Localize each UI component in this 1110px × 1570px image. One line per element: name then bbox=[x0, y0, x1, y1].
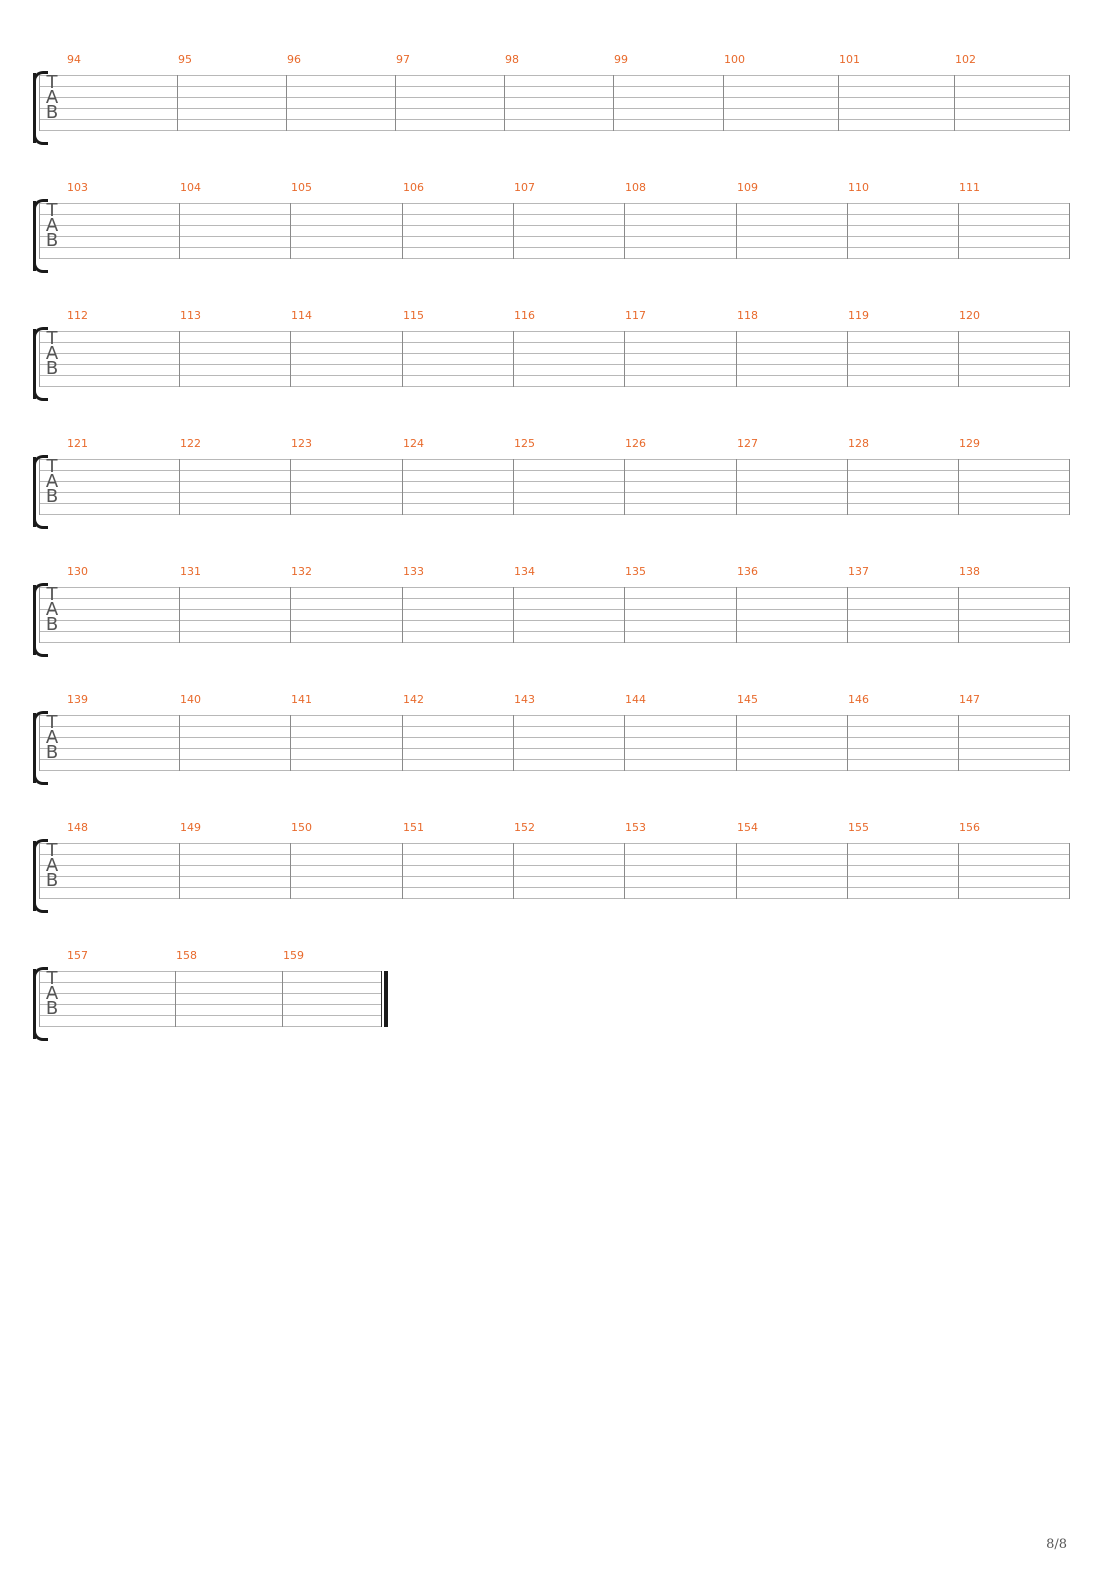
measure-number: 135 bbox=[625, 565, 646, 578]
string-line bbox=[39, 587, 1070, 588]
string-line bbox=[39, 97, 1070, 98]
barline bbox=[736, 459, 737, 515]
string-line bbox=[39, 631, 1070, 632]
string-line bbox=[39, 898, 1070, 899]
barline bbox=[847, 459, 848, 515]
tab-clef-letter: B bbox=[45, 486, 59, 507]
string-line bbox=[39, 715, 1070, 716]
measure-number: 152 bbox=[514, 821, 535, 834]
barline bbox=[958, 331, 959, 387]
string-line bbox=[39, 748, 1070, 749]
barline bbox=[402, 715, 403, 771]
string-line bbox=[39, 971, 382, 972]
closing-barline bbox=[1069, 75, 1070, 131]
string-line bbox=[39, 331, 1070, 332]
barline bbox=[624, 203, 625, 259]
opening-barline bbox=[39, 75, 40, 131]
tab-clef-letter: B bbox=[45, 230, 59, 251]
barline bbox=[179, 715, 180, 771]
measure-number: 142 bbox=[403, 693, 424, 706]
closing-barline bbox=[1069, 587, 1070, 643]
string-line bbox=[39, 130, 1070, 131]
opening-barline bbox=[39, 843, 40, 899]
string-line bbox=[39, 514, 1070, 515]
measure-number: 143 bbox=[514, 693, 535, 706]
string-line bbox=[39, 1026, 382, 1027]
string-line bbox=[39, 470, 1070, 471]
barline bbox=[179, 587, 180, 643]
barline bbox=[736, 715, 737, 771]
tab-clef-letter: B bbox=[45, 614, 59, 635]
opening-barline bbox=[39, 203, 40, 259]
barline bbox=[847, 587, 848, 643]
measure-number: 120 bbox=[959, 309, 980, 322]
measure-number: 104 bbox=[180, 181, 201, 194]
measure-number: 155 bbox=[848, 821, 869, 834]
tab-clef-letter: T bbox=[46, 72, 58, 93]
measure-number: 156 bbox=[959, 821, 980, 834]
tab-staff bbox=[39, 72, 1070, 130]
barline bbox=[402, 203, 403, 259]
measure-number: 136 bbox=[737, 565, 758, 578]
barline bbox=[179, 459, 180, 515]
string-line bbox=[39, 737, 1070, 738]
measure-number: 151 bbox=[403, 821, 424, 834]
opening-barline bbox=[39, 331, 40, 387]
measure-number: 115 bbox=[403, 309, 424, 322]
string-line bbox=[39, 214, 1070, 215]
tab-staff bbox=[39, 328, 1070, 386]
measure-number: 130 bbox=[67, 565, 88, 578]
string-line bbox=[39, 481, 1070, 482]
barline bbox=[613, 75, 614, 131]
string-line bbox=[39, 993, 382, 994]
final-barline-thick bbox=[384, 971, 388, 1027]
tab-clef-letter: B bbox=[45, 998, 59, 1019]
measure-number: 106 bbox=[403, 181, 424, 194]
barline bbox=[290, 715, 291, 771]
tab-clef bbox=[44, 712, 60, 771]
measure-number: 114 bbox=[291, 309, 312, 322]
barline bbox=[179, 331, 180, 387]
string-line bbox=[39, 982, 382, 983]
barline bbox=[513, 715, 514, 771]
opening-barline bbox=[39, 715, 40, 771]
measure-number: 123 bbox=[291, 437, 312, 450]
tab-clef bbox=[44, 72, 60, 131]
measure-number: 137 bbox=[848, 565, 869, 578]
string-line bbox=[39, 86, 1070, 87]
string-line bbox=[39, 876, 1070, 877]
tab-clef-letter: A bbox=[45, 471, 59, 492]
measure-number: 145 bbox=[737, 693, 758, 706]
tab-clef-letter: B bbox=[45, 870, 59, 891]
measure-number: 103 bbox=[67, 181, 88, 194]
string-line bbox=[39, 375, 1070, 376]
string-line bbox=[39, 598, 1070, 599]
barline bbox=[175, 971, 176, 1027]
tab-clef-letter: T bbox=[46, 712, 58, 733]
measure-number: 113 bbox=[180, 309, 201, 322]
measure-number: 154 bbox=[737, 821, 758, 834]
measure-number: 148 bbox=[67, 821, 88, 834]
tab-staff bbox=[39, 712, 1070, 770]
measure-number: 127 bbox=[737, 437, 758, 450]
measure-number: 153 bbox=[625, 821, 646, 834]
measure-number: 107 bbox=[514, 181, 535, 194]
measure-number: 125 bbox=[514, 437, 535, 450]
tab-clef-letter: B bbox=[45, 742, 59, 763]
measure-number: 157 bbox=[67, 949, 88, 962]
barline bbox=[847, 203, 848, 259]
barline bbox=[290, 331, 291, 387]
measure-number: 118 bbox=[737, 309, 758, 322]
measure-number: 129 bbox=[959, 437, 980, 450]
tab-clef-letter: A bbox=[45, 855, 59, 876]
barline bbox=[179, 203, 180, 259]
measure-number: 139 bbox=[67, 693, 88, 706]
barline bbox=[736, 843, 737, 899]
measure-number: 122 bbox=[180, 437, 201, 450]
barline bbox=[624, 459, 625, 515]
measure-number: 146 bbox=[848, 693, 869, 706]
tab-clef-letter: T bbox=[46, 840, 58, 861]
measure-number: 95 bbox=[178, 53, 192, 66]
closing-barline bbox=[1069, 715, 1070, 771]
tab-clef-letter: A bbox=[45, 87, 59, 108]
barline bbox=[624, 715, 625, 771]
measure-number: 138 bbox=[959, 565, 980, 578]
tab-clef-letter: B bbox=[45, 358, 59, 379]
tab-clef-letter: T bbox=[46, 456, 58, 477]
barline bbox=[177, 75, 178, 131]
barline bbox=[395, 75, 396, 131]
string-line bbox=[39, 492, 1070, 493]
string-line bbox=[39, 503, 1070, 504]
tab-clef-letter: T bbox=[46, 584, 58, 605]
tab-system bbox=[0, 565, 1110, 655]
measure-number: 131 bbox=[180, 565, 201, 578]
measure-number: 144 bbox=[625, 693, 646, 706]
opening-barline bbox=[39, 971, 40, 1027]
tab-clef-letter: B bbox=[45, 102, 59, 123]
measure-number: 99 bbox=[614, 53, 628, 66]
barline bbox=[958, 203, 959, 259]
tab-system bbox=[0, 437, 1110, 527]
string-line bbox=[39, 887, 1070, 888]
opening-barline bbox=[39, 587, 40, 643]
measure-number: 102 bbox=[955, 53, 976, 66]
measure-number: 94 bbox=[67, 53, 81, 66]
tab-system bbox=[0, 949, 1110, 1039]
final-barline-thin bbox=[381, 971, 382, 1027]
string-line bbox=[39, 865, 1070, 866]
tab-clef-letter: T bbox=[46, 328, 58, 349]
string-line bbox=[39, 75, 1070, 76]
barline bbox=[513, 843, 514, 899]
barline bbox=[290, 587, 291, 643]
string-line bbox=[39, 353, 1070, 354]
tab-staff bbox=[39, 456, 1070, 514]
closing-barline bbox=[1069, 331, 1070, 387]
measure-number: 126 bbox=[625, 437, 646, 450]
tab-staff bbox=[39, 840, 1070, 898]
tab-clef bbox=[44, 968, 60, 1027]
page-number: 8/8 bbox=[1046, 1537, 1067, 1552]
measure-number: 108 bbox=[625, 181, 646, 194]
barline bbox=[958, 843, 959, 899]
string-line bbox=[39, 247, 1070, 248]
barline bbox=[402, 587, 403, 643]
measure-number: 132 bbox=[291, 565, 312, 578]
string-line bbox=[39, 726, 1070, 727]
measure-number: 97 bbox=[396, 53, 410, 66]
string-line bbox=[39, 642, 1070, 643]
barline bbox=[290, 459, 291, 515]
string-line bbox=[39, 386, 1070, 387]
tab-staff bbox=[39, 968, 382, 1026]
measure-number: 141 bbox=[291, 693, 312, 706]
string-line bbox=[39, 1004, 382, 1005]
barline bbox=[290, 843, 291, 899]
tab-system bbox=[0, 181, 1110, 271]
opening-barline bbox=[39, 459, 40, 515]
barline bbox=[286, 75, 287, 131]
barline bbox=[179, 843, 180, 899]
measure-number: 159 bbox=[283, 949, 304, 962]
barline bbox=[624, 843, 625, 899]
tab-staff bbox=[39, 584, 1070, 642]
measure-number: 117 bbox=[625, 309, 646, 322]
barline bbox=[847, 843, 848, 899]
barline bbox=[838, 75, 839, 131]
barline bbox=[954, 75, 955, 131]
string-line bbox=[39, 770, 1070, 771]
barline bbox=[736, 587, 737, 643]
measure-number: 147 bbox=[959, 693, 980, 706]
tab-clef-letter: A bbox=[45, 599, 59, 620]
string-line bbox=[39, 854, 1070, 855]
string-line bbox=[39, 258, 1070, 259]
measure-number: 111 bbox=[959, 181, 980, 194]
string-line bbox=[39, 203, 1070, 204]
tab-clef bbox=[44, 200, 60, 259]
string-line bbox=[39, 609, 1070, 610]
string-line bbox=[39, 759, 1070, 760]
measure-number: 105 bbox=[291, 181, 312, 194]
string-line bbox=[39, 342, 1070, 343]
measure-number: 150 bbox=[291, 821, 312, 834]
measure-number: 119 bbox=[848, 309, 869, 322]
measure-number: 98 bbox=[505, 53, 519, 66]
measure-number: 101 bbox=[839, 53, 860, 66]
tab-clef bbox=[44, 456, 60, 515]
barline bbox=[847, 331, 848, 387]
measure-number: 96 bbox=[287, 53, 301, 66]
measure-number: 112 bbox=[67, 309, 88, 322]
barline bbox=[290, 203, 291, 259]
string-line bbox=[39, 108, 1070, 109]
barline bbox=[513, 203, 514, 259]
tab-clef-letter: A bbox=[45, 727, 59, 748]
measure-number: 124 bbox=[403, 437, 424, 450]
string-line bbox=[39, 459, 1070, 460]
barline bbox=[402, 459, 403, 515]
measure-number: 110 bbox=[848, 181, 869, 194]
closing-barline bbox=[1069, 459, 1070, 515]
measure-number: 133 bbox=[403, 565, 424, 578]
string-line bbox=[39, 843, 1070, 844]
tab-clef-letter: A bbox=[45, 343, 59, 364]
tab-clef-letter: T bbox=[46, 968, 58, 989]
closing-barline bbox=[1069, 203, 1070, 259]
tab-system bbox=[0, 693, 1110, 783]
barline bbox=[958, 587, 959, 643]
barline bbox=[736, 203, 737, 259]
string-line bbox=[39, 236, 1070, 237]
barline bbox=[282, 971, 283, 1027]
measure-number: 109 bbox=[737, 181, 758, 194]
measure-number: 100 bbox=[724, 53, 745, 66]
string-line bbox=[39, 119, 1070, 120]
string-line bbox=[39, 620, 1070, 621]
measure-number: 116 bbox=[514, 309, 535, 322]
measure-number: 149 bbox=[180, 821, 201, 834]
tab-clef-letter: T bbox=[46, 200, 58, 221]
barline bbox=[847, 715, 848, 771]
barline bbox=[723, 75, 724, 131]
barline bbox=[624, 587, 625, 643]
tab-clef bbox=[44, 840, 60, 899]
barline bbox=[513, 331, 514, 387]
tab-system bbox=[0, 821, 1110, 911]
closing-barline bbox=[1069, 843, 1070, 899]
string-line bbox=[39, 364, 1070, 365]
measure-number: 128 bbox=[848, 437, 869, 450]
string-line bbox=[39, 1015, 382, 1016]
measure-number: 121 bbox=[67, 437, 88, 450]
measure-number: 140 bbox=[180, 693, 201, 706]
tab-clef bbox=[44, 328, 60, 387]
tab-clef bbox=[44, 584, 60, 643]
measure-number: 134 bbox=[514, 565, 535, 578]
tab-system bbox=[0, 309, 1110, 399]
barline bbox=[504, 75, 505, 131]
barline bbox=[402, 331, 403, 387]
measure-number: 158 bbox=[176, 949, 197, 962]
barline bbox=[736, 331, 737, 387]
string-line bbox=[39, 225, 1070, 226]
barline bbox=[402, 843, 403, 899]
barline bbox=[958, 459, 959, 515]
barline bbox=[624, 331, 625, 387]
tab-clef-letter: A bbox=[45, 215, 59, 236]
barline bbox=[958, 715, 959, 771]
tab-system bbox=[0, 53, 1110, 143]
barline bbox=[513, 587, 514, 643]
tab-clef-letter: A bbox=[45, 983, 59, 1004]
tab-staff bbox=[39, 200, 1070, 258]
barline bbox=[513, 459, 514, 515]
